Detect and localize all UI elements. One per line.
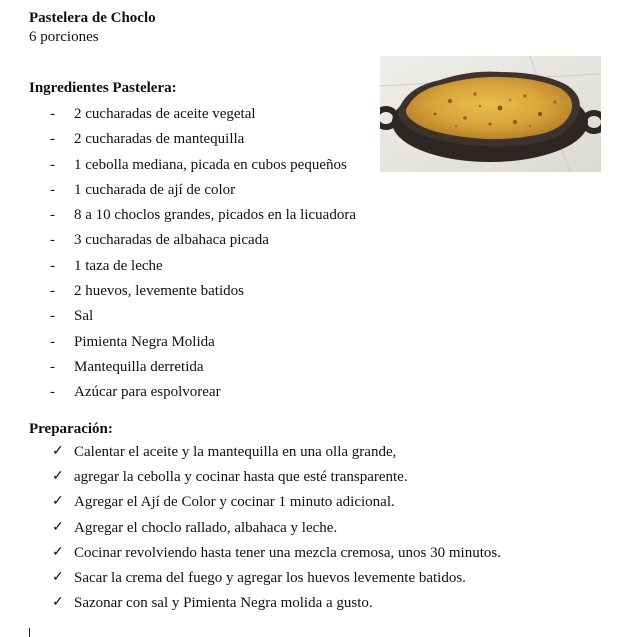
dash-marker: - xyxy=(50,283,55,300)
step-text: Agregar el Ají de Color y cocinar 1 minuto adicional. xyxy=(74,494,395,511)
servings-text: 6 porciones xyxy=(29,29,99,45)
dash-marker: - xyxy=(50,333,55,350)
ingredient-text: 2 cucharadas de aceite vegetal xyxy=(74,106,256,122)
text-cursor[interactable] xyxy=(29,628,30,637)
ingredient-text: Azúcar para espolvorear xyxy=(74,384,221,401)
ingredient-text: 1 taza de leche xyxy=(74,257,163,274)
dash-marker: - xyxy=(50,207,55,224)
checkmark-icon: ✓ xyxy=(52,494,64,510)
step-text: Cocinar revolviendo hasta tener una mezcla cremosa, unos 30 minutos. xyxy=(74,544,501,561)
checkmark-icon: ✓ xyxy=(52,469,64,485)
preparation-heading: Preparación: xyxy=(29,421,113,437)
ingredient-text: 2 huevos, levemente batidos xyxy=(74,283,244,300)
dish-photo xyxy=(380,56,601,172)
ingredients-heading: Ingredientes Pastelera: xyxy=(29,80,177,96)
ingredient-text: 3 cucharadas de albahaca picada xyxy=(74,232,269,249)
ingredient-text: 2 cucharadas de mantequilla xyxy=(74,131,245,148)
checkmark-icon: ✓ xyxy=(52,595,64,611)
step-text: Sacar la crema del fuego y agregar los huevos levemente batidos. xyxy=(74,569,466,586)
clay-dish-illustration xyxy=(380,56,601,172)
ingredient-text: Pimienta Negra Molida xyxy=(74,333,215,350)
step-text: Calentar el aceite y la mantequilla en una olla grande, xyxy=(74,444,397,460)
dash-marker: - xyxy=(50,257,55,274)
dash-marker: - xyxy=(50,232,55,249)
checkmark-icon: ✓ xyxy=(52,519,64,535)
dash-marker: - xyxy=(50,308,55,325)
checkmark-icon: ✓ xyxy=(52,569,64,585)
ingredient-text: 8 a 10 choclos grandes, picados en la licuadora xyxy=(74,207,356,224)
step-text: Agregar el choclo rallado, albahaca y leche. xyxy=(74,519,338,536)
ingredient-text: 1 cucharada de ají de color xyxy=(74,181,236,198)
checkmark-icon: ✓ xyxy=(52,544,64,560)
dash-marker: - xyxy=(50,358,55,375)
ingredient-text: Sal xyxy=(74,308,94,325)
ingredient-text: 1 cebolla mediana, picada en cubos pequeños xyxy=(74,156,347,173)
checkmark-icon: ✓ xyxy=(52,444,64,459)
dash-marker: - xyxy=(50,384,55,401)
ingredient-text: Mantequilla derretida xyxy=(74,358,204,375)
recipe-title: Pastelera de Choclo xyxy=(29,10,156,26)
dash-marker: - xyxy=(50,131,55,148)
dash-marker: - xyxy=(50,181,55,198)
step-text: agregar la cebolla y cocinar hasta que esté transparente. xyxy=(74,469,408,486)
dash-marker: - xyxy=(50,156,55,173)
dash-marker: - xyxy=(50,106,55,122)
step-text: Sazonar con sal y Pimienta Negra molida a gusto. xyxy=(74,595,373,612)
